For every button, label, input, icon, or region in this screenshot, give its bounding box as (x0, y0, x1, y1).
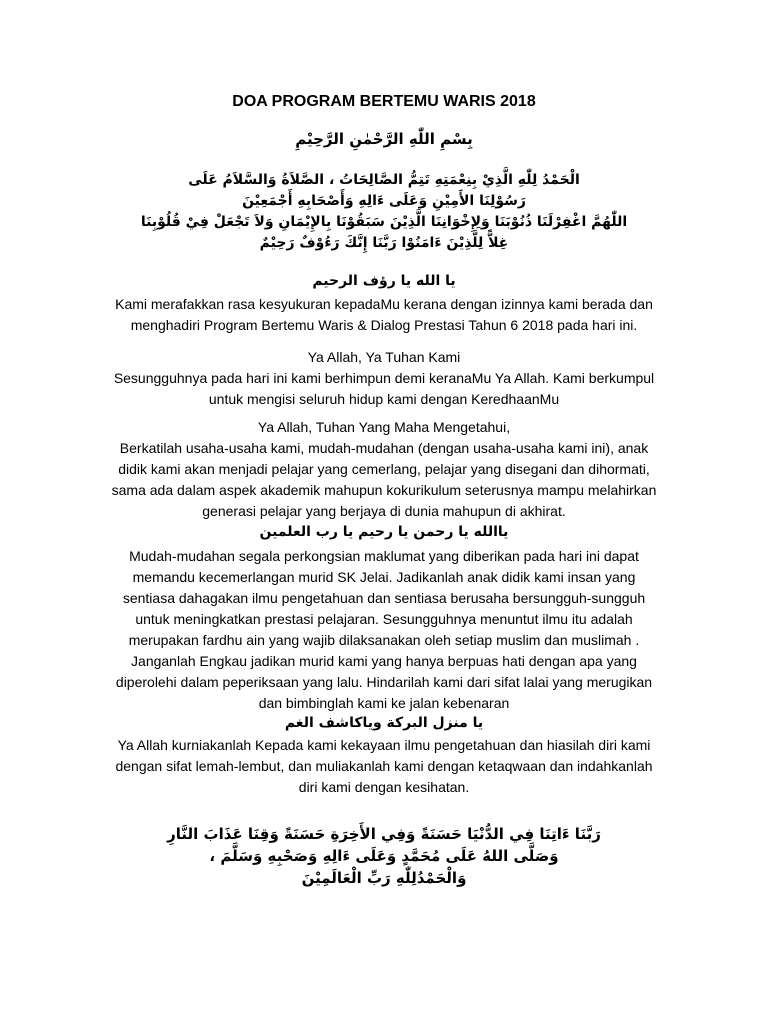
opening-line-1: الْحَمْدُ لِلّٰهِ الَّذِيْ بِنِعْمَتِهِ تَتِمُّ الصَّالِحَاتُ ، الصَّلاَةُ وَالسَّلاَمُ عَلَى (188, 172, 580, 188)
basmalah: بِسْمِ اللّٰهِ الرَّحْمٰنِ الرَّحِيْمِ (295, 130, 473, 148)
paragraph-line: dan bimbinglah kami ke jalan kebenaran (258, 695, 510, 711)
section-5-heading: يا منزل البركة وياكاشف الغم (284, 715, 484, 731)
paragraph-line: dengan sifat lemah-lembut, dan muliakanlah kami dengan ketaqwaan dan indahkanlah (115, 758, 653, 774)
paragraph-line: generasi pelajar yang berjaya di dunia mahupun di akhirat. (202, 503, 566, 519)
paragraph-line: untuk meningkatkan prestasi pelajaran. Sesungguhnya menuntut ilmu itu adalah (135, 611, 633, 627)
section-2-paragraph (90, 347, 678, 410)
paragraph-line: Berkatilah usaha-usaha kami, mudah-mudahan (dengan usaha-usaha kami ini), anak (119, 440, 649, 456)
opening-line-2: رَسُوْلِنَا الأَمِيْنِ وَعَلَى ءَالِهِ وَأَصْحَابِهِ أَجْمَعِيْنَ (242, 193, 526, 209)
paragraph-line: Ya Allah kurniakanlah Kepada kami kekayaan ilmu pengetahuan dan hiasilah diri kami (117, 737, 651, 753)
paragraph-line: Kami merafakkan rasa kesyukuran kepadaMu kerana dengan izinnya kami berada dan (115, 296, 653, 312)
page-title: DOA PROGRAM BERTEMU WARIS 2018 (232, 93, 536, 110)
paragraph-line: didik kami akan menjadi pelajar yang cemerlang, pelajar yang disegani dan dihormati, (118, 461, 650, 477)
paragraph-line: menghadiri Program Bertemu Waris & Dialog Prestasi Tahun 6 2018 pada hari ini. (130, 317, 638, 333)
paragraph-line: Mudah-mudahan segala perkongsian maklumat yang diberikan pada hari ini dapat (129, 548, 639, 564)
closing-line-2: وَصَلَّى اللهُ عَلَى مُحَمَّدٍ وَعَلَى ءَالِهِ وَصَحْبِهِ وَسَلَّمَ ، (209, 847, 559, 865)
closing-line-3: وَالْحَمْدُلِلّٰهِ رَبِّ الْعَالَمِيْنَ (301, 869, 467, 887)
section-5-paragraph (90, 735, 678, 798)
paragraph-line: Ya Allah, Ya Tuhan Kami (307, 349, 461, 365)
paragraph-line: sama ada dalam aspek akademik mahupun kokurikulum seterusnya mampu melahirkan (111, 482, 657, 498)
paragraph-line: diperolehi dalam peperiksaan yang lalu. Hindarilah kami dari sifat lalai yang merugikan (115, 674, 653, 690)
paragraph-line: sentiasa dahagakan ilmu pengetahuan dan sentiasa berusaha bersungguh-sungguh (122, 590, 646, 606)
section-1-heading: يا الله يا رؤف الرحيم (312, 273, 456, 289)
section-3-paragraph (90, 417, 678, 522)
paragraph-line: Ya Allah, Tuhan Yang Maha Mengetahui, (257, 419, 511, 435)
paragraph-line: merupakan fardhu ain yang wajib dilaksanakan oleh setiap muslim dan muslimah . (128, 632, 640, 648)
section-1-paragraph (90, 294, 678, 336)
paragraph-line: untuk mengisi seluruh hidup kami dengan KeredhaanMu (208, 391, 560, 407)
paragraph-line: memandu kecemerlangan murid SK Jelai. Jadikanlah anak didik kami insan yang (132, 569, 636, 585)
paragraph-line: diri kami dengan kesihatan. (298, 779, 470, 795)
opening-line-3: اللّٰهُمَّ اغْفِرْلَنَا ذُنُوْبَنَا وَلِإِخْوَانِنَا الَّذِيْنَ سَبَقُوْنَا بِالإِيْمَانِ وَلاَ تَجْعَلْ فِيْ قُلُوْبِنَا (140, 214, 628, 230)
section-4-heading: ياالله يا رحمن يا رحيم يا رب العلمين (259, 524, 509, 540)
paragraph-line: Janganlah Engkau jadikan murid kami yang hanya berpuas hati dengan apa yang (131, 653, 637, 669)
opening-line-4: غِلاًّ لِلَّذِيْنَ ءَامَنُوْا رَبَّنَا إِنَّكَ رَءُوْفٌ رَحِيْمٌ (259, 235, 509, 251)
paragraph-line: Sesungguhnya pada hari ini kami berhimpun demi keranaMu Ya Allah. Kami berkumpul (113, 370, 655, 386)
section-4-paragraph (90, 546, 678, 714)
closing-line-1: رَبَّنَا ءَاتِنَا فِي الدُّنْيَا حَسَنَةً وَفِي الأَخِرَةِ حَسَنَةً وَقِنَا عَذَابَ النَّارِ (167, 825, 601, 843)
